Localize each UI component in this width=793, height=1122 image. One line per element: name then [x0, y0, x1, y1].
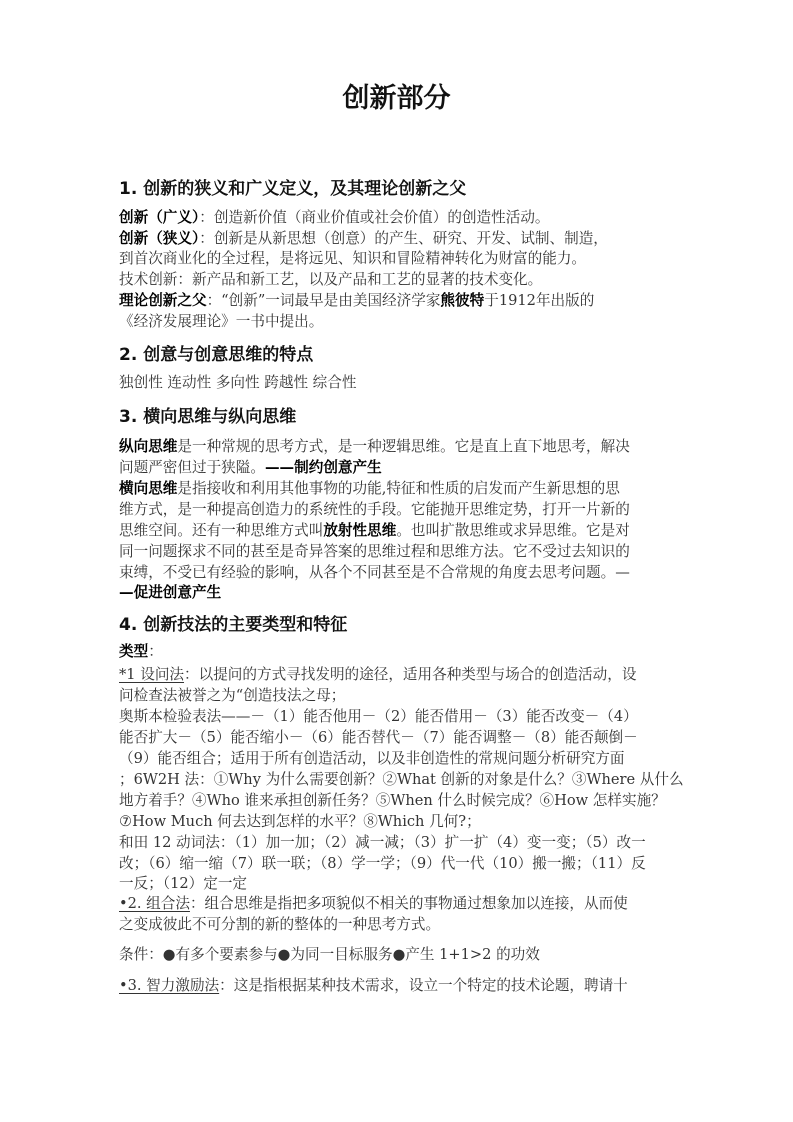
text-line: [119, 854, 646, 874]
text: 是一种常规的思考方式，是一种逻辑思维。它是直上直下地思考，解决: [177, 438, 630, 455]
text: 和田 12 动词法：（1）加一加；（2）减一减；（3）扩一扩（4）变一变；（5）改一: [119, 834, 646, 851]
text-line: [119, 945, 540, 965]
text: 地方着手？④Who 谁来承担创新任务？⑤When 什么时候完成？⑥How 怎样实施？: [119, 792, 666, 809]
text-line: [119, 583, 221, 603]
text-line: [119, 791, 666, 811]
text-line: [119, 270, 542, 290]
text: （9）能否组合；适用于所有创造活动，以及非创造性的常规问题分析研究方面: [119, 750, 625, 767]
text: 。也叫扩散思维或求异思维。它是对: [396, 522, 630, 539]
underlined-term: *1 设问法: [119, 666, 185, 683]
text: ：“创新”一词最早是由美国经济学家: [206, 292, 441, 309]
text: 《经济发展理论》一书中提出。: [119, 313, 324, 330]
text: 思维空间。还有一种思维方式叫: [119, 522, 324, 539]
bold-text: 放射性思维: [323, 522, 397, 539]
section-heading-1: 1. 创新的狭义和广义定义，及其理论创新之父: [119, 179, 467, 199]
text-line: [119, 479, 620, 499]
underlined-term: •3. 智力激励法: [119, 977, 220, 994]
text: 之变成彼此不可分割的新的整体的一种思考方式。: [119, 916, 441, 933]
bold-text: 类型: [119, 643, 149, 660]
text-line: [119, 458, 382, 478]
text: 于1912年出版的: [484, 292, 595, 309]
text: ：这是指根据某种技术需求，设立一个特定的技术论题，聘请十: [219, 977, 628, 994]
text: 维方式，是一种提高创造力的系统性的手段。它能抛开思维定势，打开一片新的: [119, 501, 630, 518]
bold-text: ——制约创意产生: [264, 459, 382, 476]
text-line: [119, 291, 594, 311]
text-line: [119, 874, 247, 894]
text: ：创造新价值（商业价值或社会价值）的创造性活动。: [199, 209, 550, 226]
text-line: [119, 312, 323, 332]
text-line: [119, 229, 608, 249]
text: 技术创新：新产品和新工艺，以及产品和工艺的显著的技术变化。: [119, 271, 543, 288]
text-line: [119, 728, 638, 748]
text: ；6W2H 法：①Why 为什么需要创新？②What 创新的对象是什么？③Where 从什么: [119, 771, 684, 788]
text: 是指接收和利用其他事物的功能,特征和性质的启发而产生新思想的思: [177, 480, 620, 497]
section-heading-3: 3. 横向思维与纵向思维: [119, 407, 297, 427]
text: 能否扩大－（5）能否缩小－（6）能否替代－（7）能否调整－（8）能否颠倒－: [119, 729, 638, 746]
text-line: [119, 770, 684, 790]
bold-text: 横向思维: [119, 480, 178, 497]
text-line: [119, 521, 630, 541]
text: ：以提问的方式寻找发明的途径，适用各种类型与场合的创造活动，设: [184, 666, 637, 683]
bold-text: 熊彼特: [440, 292, 485, 309]
text: 同一问题探求不同的甚至是奇异答案的思维过程和思维方法。它不受过去知识的: [119, 543, 630, 560]
text-line: [119, 894, 628, 914]
text-line: [119, 915, 440, 935]
text-line: [119, 665, 636, 685]
text-line: [119, 976, 628, 996]
text: 改；（6）缩一缩（7）联一联；（8）学一学；（9）代一代（10）搬一搬；（11）反: [119, 855, 646, 872]
text: ：组合思维是指把多项貌似不相关的事物通过想象加以连接，从而使: [189, 895, 628, 912]
bold-text: 理论创新之父: [119, 292, 207, 309]
bold-text: 创新（狭义）: [119, 230, 200, 247]
text: ：: [148, 643, 163, 660]
text: 问题严密但过于狭隘。: [119, 459, 265, 476]
text: 到首次商业化的全过程，是将远见、知识和冒险精神转化为财富的能力。: [119, 250, 587, 267]
text: 条件：●有多个要素参与●为同一目标服务●产生 1+1>2 的功效: [119, 946, 540, 963]
text: 问检查法被誉之为“创造技法之母；: [119, 687, 346, 704]
text-line: [119, 563, 630, 583]
page-title: 创新部分: [342, 83, 451, 114]
text: 奥斯本检验表法——－（1）能否他用－（2）能否借用－（3）能否改变－（4）: [119, 708, 638, 725]
text-line: [119, 812, 481, 832]
text-line: [119, 642, 163, 662]
text-line: [119, 749, 624, 769]
text-line: [119, 500, 630, 520]
section-heading-4: 4. 创新技法的主要类型和特征: [119, 615, 348, 635]
bold-text: 纵向思维: [119, 438, 178, 455]
section-heading-2: 2. 创意与创意思维的特点: [119, 345, 314, 365]
text-line: [119, 249, 586, 269]
text: 一反；（12）定一定: [119, 875, 248, 892]
text-line: [119, 208, 550, 228]
bold-text: —促进创意产生: [119, 584, 222, 601]
text-line: [119, 373, 356, 393]
text-line: [119, 437, 630, 457]
text: ：创新是从新思想（创意）的产生、研究、开发、试制、制造，: [199, 230, 608, 247]
text: 束缚，不受已有经验的影响，从各个不同甚至是不合常规的角度去思考问题。—: [119, 564, 630, 581]
text: 独创性 连动性 多向性 跨越性 综合性: [119, 374, 357, 391]
text-line: [119, 542, 630, 562]
text-line: [119, 686, 345, 706]
bold-text: 创新（广义）: [119, 209, 200, 226]
text-line: [119, 707, 638, 727]
text-line: [119, 833, 646, 853]
text: ⑦How Much 何去达到怎样的水平？⑧Which 几何?；: [119, 813, 481, 830]
underlined-term: •2. 组合法: [119, 895, 190, 912]
